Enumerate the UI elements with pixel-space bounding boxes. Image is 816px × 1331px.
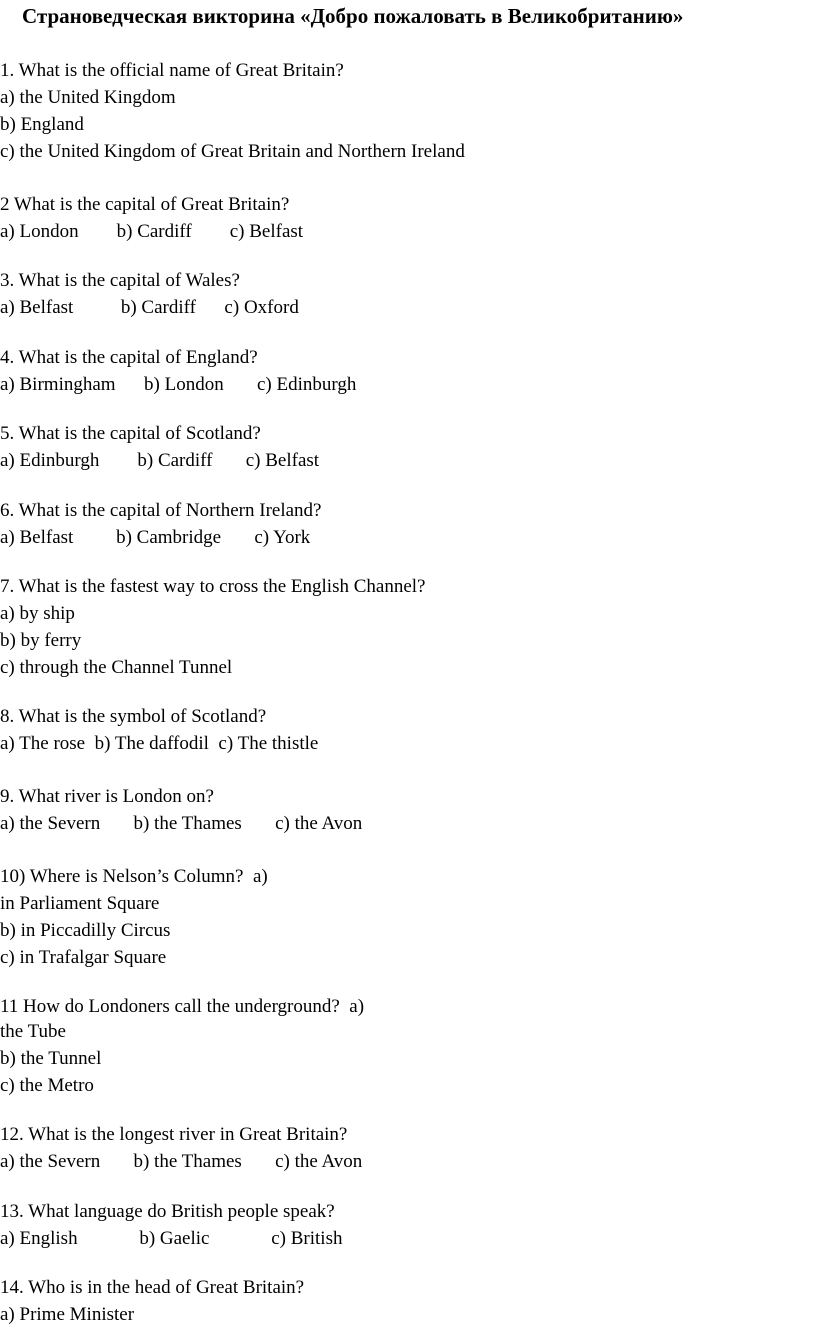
answer-line: a) the Severn b) the Thames c) the Avon <box>0 813 363 834</box>
answer-line: b) the Tunnel <box>0 1048 102 1069</box>
answer-line: a) the United Kingdom <box>0 87 176 108</box>
answer-line: a) Edinburgh b) Cardiff c) Belfast <box>0 450 320 471</box>
answer-line: b) in Piccadilly Circus <box>0 920 171 941</box>
answer-line: c) through the Channel Tunnel <box>0 657 233 678</box>
question-text: 5. What is the capital of Scotland? <box>0 423 261 444</box>
question-text: 2 What is the capital of Great Britain? <box>0 194 290 215</box>
question-text: 12. What is the longest river in Great Britain? <box>0 1124 348 1145</box>
question-text: 7. What is the fastest way to cross the English Channel? <box>0 576 426 597</box>
answer-line: a) Birmingham b) London c) Edinburgh <box>0 374 357 395</box>
answer-line: a) the Severn b) the Thames c) the Avon <box>0 1151 363 1172</box>
answer-line: a) Belfast b) Cambridge c) York <box>0 527 311 548</box>
quiz-title: Страноведческая викторина «Добро пожаловать в Великобританию» <box>22 4 684 28</box>
answer-line: c) the United Kingdom of Great Britain and Northern Ireland <box>0 141 465 162</box>
answer-line: c) the Metro <box>0 1075 94 1096</box>
question-text: 13. What language do British people speak? <box>0 1201 335 1222</box>
answer-line: a) English b) Gaelic c) British <box>0 1228 343 1249</box>
question-text: 10) Where is Nelson’s Column? a) <box>0 866 268 887</box>
question-text: 6. What is the capital of Northern Ireland? <box>0 500 322 521</box>
question-text: 3. What is the capital of Wales? <box>0 270 240 291</box>
question-text: 11 How do Londoners call the underground? a) <box>0 996 365 1017</box>
question-text: 4. What is the capital of England? <box>0 347 258 368</box>
answer-line: a) The rose b) The daffodil c) The thistle <box>0 733 319 754</box>
answer-line: the Tube <box>0 1021 66 1042</box>
answer-line: c) in Trafalgar Square <box>0 947 167 968</box>
answer-line: a) by ship <box>0 603 75 624</box>
question-text: 14. Who is in the head of Great Britain? <box>0 1277 305 1298</box>
answer-line: b) England <box>0 114 84 135</box>
answer-line: in Parliament Square <box>0 893 160 914</box>
answer-line: a) Belfast b) Cardiff c) Oxford <box>0 297 299 318</box>
answer-line: b) by ferry <box>0 630 82 651</box>
answer-line: a) Prime Minister <box>0 1304 135 1325</box>
answer-line: a) London b) Cardiff c) Belfast <box>0 221 304 242</box>
question-text: 8. What is the symbol of Scotland? <box>0 706 267 727</box>
question-text: 1. What is the official name of Great Britain? <box>0 60 344 81</box>
question-text: 9. What river is London on? <box>0 786 214 807</box>
